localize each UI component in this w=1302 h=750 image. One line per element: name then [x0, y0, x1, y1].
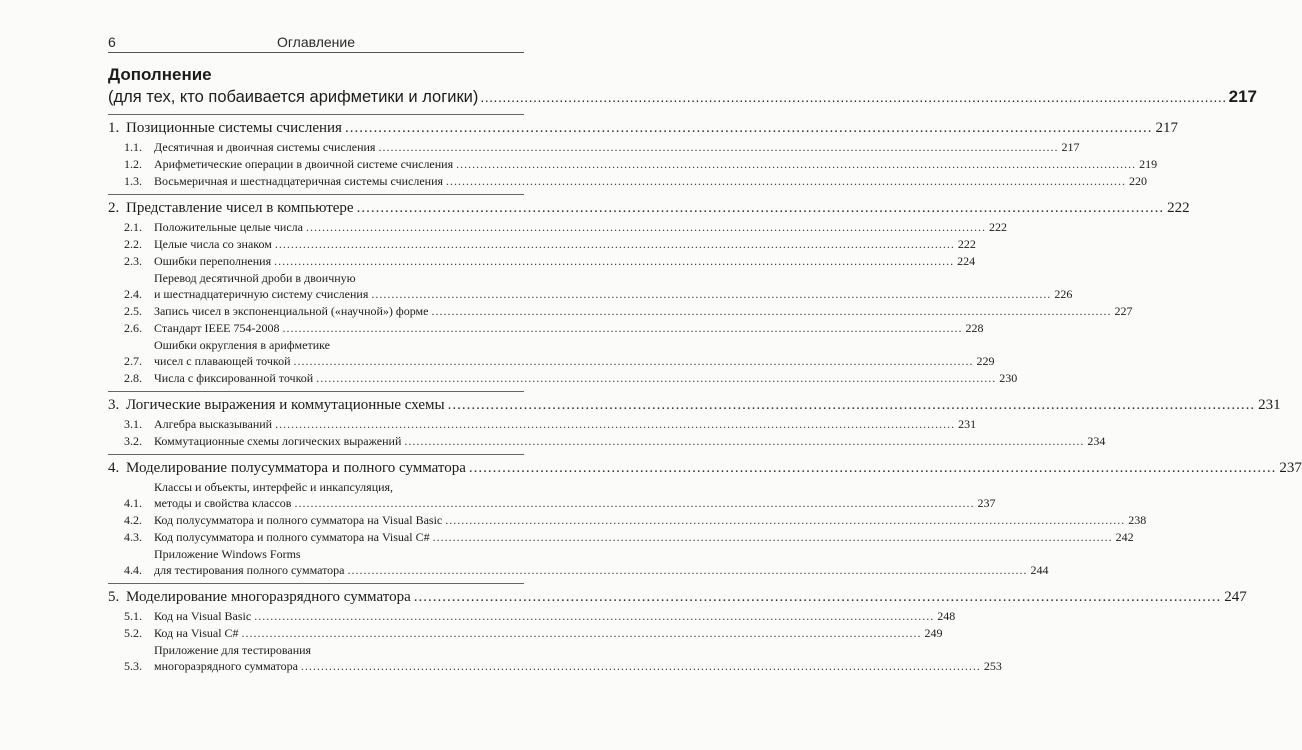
- toc-item-4-2[interactable]: [108, 512, 1147, 528]
- item-lines: [154, 156, 1158, 172]
- toc-item-2-7[interactable]: [108, 337, 995, 369]
- item-title-line: Коммутационные схемы логических выражений: [154, 434, 402, 448]
- item-page: 219: [1139, 157, 1158, 171]
- chapter-number: 2.: [108, 200, 120, 216]
- item-page: 229: [976, 354, 995, 368]
- item-last-line: [154, 320, 984, 336]
- item-last-line: [154, 253, 976, 269]
- dot-leader: ..........................................................................................................................................................................: [300, 659, 981, 673]
- item-page: 237: [977, 496, 996, 510]
- item-page: 226: [1054, 287, 1073, 301]
- toc-item-2-5[interactable]: [108, 303, 1133, 319]
- chapter-title: Позиционные системы счисления: [126, 120, 342, 136]
- item-lines: [154, 173, 1148, 189]
- item-title-line: Десятичная и двоичная системы счисления: [154, 140, 376, 154]
- chapter-line: [126, 588, 1247, 607]
- item-title-line: Запись чисел в экспоненциальной («научной») форме: [154, 304, 429, 318]
- dot-leader: ..........................................................................................................................................................................: [305, 220, 986, 234]
- item-last-line: [154, 433, 1106, 449]
- item-title-line: Стандарт IEEE 754-2008: [154, 321, 280, 335]
- dot-leader: ..........................................................................................................................................................................: [293, 354, 974, 368]
- chapter-line: [126, 459, 1302, 478]
- item-last-line: [154, 512, 1147, 528]
- item-body: [154, 270, 1073, 302]
- item-number: 4.4.: [124, 563, 142, 577]
- item-title-line: Классы и объекты, интерфейс и инкапсуляция,: [154, 480, 394, 494]
- item-lines: [154, 370, 1018, 386]
- chapter-line: [126, 119, 1178, 138]
- item-lines: [154, 337, 995, 369]
- item-number: 2.7.: [124, 354, 142, 368]
- item-title-line: для тестирования полного сумматора: [154, 563, 345, 577]
- item-lines: [154, 546, 1049, 578]
- dot-leader: ..........................................................................................................................................................................: [446, 174, 1127, 188]
- toc-chapter-2[interactable]: [108, 199, 1190, 218]
- item-body: [154, 219, 1007, 235]
- chapter-rule: [108, 583, 524, 584]
- chapter-page: 231: [1258, 397, 1281, 413]
- item-title-line: Восьмеричная и шестнадцатеричная системы счисления: [154, 174, 444, 188]
- toc-chapter-1[interactable]: [108, 119, 1178, 138]
- chapter-body: [126, 588, 1247, 607]
- item-page: 238: [1128, 513, 1147, 527]
- item-last-line: [154, 562, 1049, 578]
- dot-leader: ..........................................................................................................................................................................: [468, 460, 1277, 476]
- chapter-body: [126, 199, 1190, 218]
- item-title-line: Ошибки округления в арифметике: [154, 338, 330, 352]
- item-body: [154, 253, 976, 269]
- toc-item-2-4[interactable]: [108, 270, 1073, 302]
- item-title-line: Код полусумматора и полного сумматора на Visual Basic: [154, 513, 443, 527]
- appendix-page: 217: [1228, 87, 1258, 106]
- chapter-line: [126, 199, 1190, 218]
- item-body: [154, 512, 1147, 528]
- item-number: 5.3.: [124, 659, 142, 673]
- item-lines: [154, 625, 943, 641]
- chapter-rule: [108, 194, 524, 195]
- item-body: [154, 156, 1158, 172]
- item-last-line: [154, 303, 1133, 319]
- item-title-line: Положительные целые числа: [154, 220, 303, 234]
- chapter-number: 3.: [108, 397, 120, 413]
- item-last-line: [154, 219, 1007, 235]
- item-body: [154, 370, 1018, 386]
- dot-leader: ..........................................................................................................................................................................: [431, 304, 1112, 318]
- item-lines: [154, 416, 977, 432]
- item-last-line: [154, 286, 1073, 302]
- chapter-title: Представление чисел в компьютере: [126, 200, 354, 216]
- item-lines: [154, 479, 996, 511]
- item-title-line: Код на Visual C#: [154, 626, 239, 640]
- dot-leader: ..........................................................................................................................................................................: [241, 626, 922, 640]
- toc-chapter-3[interactable]: [108, 396, 1281, 415]
- dot-leader: ..........................................................................................................................................................................: [344, 120, 1153, 136]
- item-number: 2.3.: [124, 254, 142, 268]
- item-lines: [154, 139, 1080, 155]
- toc-item-2-6[interactable]: [108, 320, 984, 336]
- item-number: 4.3.: [124, 530, 142, 544]
- toc-item-5-1[interactable]: [108, 608, 956, 624]
- item-title-line: Код полусумматора и полного сумматора на Visual C#: [154, 530, 430, 544]
- dot-leader: ..........................................................................................................................................................................: [347, 563, 1028, 577]
- item-body: [154, 546, 1049, 578]
- chapter-rule: [108, 454, 524, 455]
- item-last-line: [154, 529, 1134, 545]
- item-title-line: Приложение Windows Forms: [154, 547, 301, 561]
- item-lines: [154, 270, 1073, 302]
- chapter-number: 5.: [108, 589, 120, 605]
- item-number: 1.1.: [124, 140, 142, 154]
- item-body: [154, 173, 1148, 189]
- chapter-title: Моделирование полусумматора и полного сумматора: [126, 460, 466, 476]
- dot-leader: ..........................................................................................................................................................................: [275, 417, 956, 431]
- toc-item-4-1[interactable]: [108, 479, 996, 511]
- chapter-number: 4.: [108, 460, 120, 476]
- item-lines: [154, 320, 984, 336]
- dot-leader: ..........................................................................................................................................................................: [445, 513, 1126, 527]
- item-body: [154, 433, 1106, 449]
- item-body: [154, 529, 1134, 545]
- item-number: 2.6.: [124, 321, 142, 335]
- item-number: 2.4.: [124, 287, 142, 301]
- toc-item-2-3[interactable]: [108, 253, 976, 269]
- item-body: [154, 608, 956, 624]
- dot-leader: ..........................................................................................................................................................................: [316, 371, 997, 385]
- item-page: 244: [1030, 563, 1049, 577]
- item-title-line: Приложение для тестирования: [154, 643, 312, 657]
- header-rule: [108, 52, 524, 53]
- dot-leader: ..........................................................................................................................................................................: [294, 496, 975, 510]
- item-lines: [154, 253, 976, 269]
- item-page: 248: [937, 609, 956, 623]
- dot-leader: ..........................................................................................................................................................................: [447, 397, 1256, 413]
- item-page: 230: [999, 371, 1018, 385]
- toc-item-5-3[interactable]: [108, 642, 1002, 674]
- item-number: 1.2.: [124, 157, 142, 171]
- item-number: 5.1.: [124, 609, 142, 623]
- item-last-line: [154, 416, 977, 432]
- chapter-title: Моделирование многоразрядного сумматора: [126, 589, 411, 605]
- chapter-body: [126, 119, 1178, 138]
- toc-item-1-2[interactable]: [108, 156, 1158, 172]
- toc-item-1-1[interactable]: [108, 139, 1080, 155]
- item-number: 2.1.: [124, 220, 142, 234]
- toc-item-4-3[interactable]: [108, 529, 1134, 545]
- item-lines: [154, 608, 956, 624]
- item-number: 3.2.: [124, 434, 142, 448]
- item-title-line: Арифметические операции в двоичной системе счисления: [154, 157, 454, 171]
- appendix-title: Дополнение: [108, 65, 212, 84]
- chapter-page: 237: [1279, 460, 1302, 476]
- item-page: 228: [965, 321, 984, 335]
- page-number: 6: [108, 34, 116, 50]
- item-body: [154, 416, 977, 432]
- item-title-line: Алгебра высказываний: [154, 417, 273, 431]
- item-number: 2.8.: [124, 371, 142, 385]
- dot-leader: ..........................................................................................................................................................................: [432, 530, 1113, 544]
- item-page: 217: [1061, 140, 1080, 154]
- item-page: 234: [1087, 434, 1106, 448]
- item-title-line: чисел с плавающей точкой: [154, 354, 291, 368]
- item-page: 253: [983, 659, 1002, 673]
- dot-leader: ..........................................................................................................................................................................: [413, 589, 1222, 605]
- toc-item-2-1[interactable]: [108, 219, 1007, 235]
- dot-leader: ..........................................................................................................................................................................: [456, 157, 1137, 171]
- dot-leader: ..........................................................................................................................................................................: [378, 140, 1059, 154]
- appendix-subtitle: (для тех, кто побаивается арифметики и логики): [108, 88, 479, 106]
- item-title-line: Код на Visual Basic: [154, 609, 252, 623]
- chapter-body: [126, 396, 1281, 415]
- item-lines: [154, 303, 1133, 319]
- item-number: 2.5.: [124, 304, 142, 318]
- item-last-line: [154, 658, 1002, 674]
- chapter-page: 217: [1155, 120, 1178, 136]
- item-page: 220: [1129, 174, 1148, 188]
- dot-leader: ..........................................................................................................................................................................: [254, 609, 935, 623]
- item-number: 5.2.: [124, 626, 142, 640]
- appendix-heading: [108, 64, 1258, 108]
- toc-item-3-1[interactable]: [108, 416, 977, 432]
- toc-chapter-4[interactable]: [108, 459, 1302, 478]
- item-lines: [154, 642, 1002, 674]
- item-number: 4.1.: [124, 496, 142, 510]
- table-of-contents: [108, 109, 1302, 674]
- item-title-line: Ошибки переполнения: [154, 254, 272, 268]
- chapter-body: [126, 459, 1302, 478]
- item-page: 222: [957, 237, 976, 251]
- item-lines: [154, 219, 1007, 235]
- item-number: 3.1.: [124, 417, 142, 431]
- item-number: 1.3.: [124, 174, 142, 188]
- item-last-line: [154, 173, 1148, 189]
- toc-item-2-2[interactable]: [108, 236, 976, 252]
- item-body: [154, 625, 943, 641]
- dot-leader: ..........................................................................................................................................................................: [480, 89, 1227, 105]
- toc-item-2-8[interactable]: [108, 370, 1018, 386]
- running-title: Оглавление: [276, 34, 356, 50]
- item-last-line: [154, 370, 1018, 386]
- chapter-line: [126, 396, 1281, 415]
- item-lines: [154, 433, 1106, 449]
- item-page: 224: [957, 254, 976, 268]
- chapter-page: 222: [1167, 200, 1190, 216]
- item-lines: [154, 529, 1134, 545]
- item-title-line: и шестнадцатеричную систему счисления: [154, 287, 369, 301]
- toc-item-1-3[interactable]: [108, 173, 1148, 189]
- toc-item-3-2[interactable]: [108, 433, 1106, 449]
- dot-leader: ..........................................................................................................................................................................: [356, 200, 1165, 216]
- item-body: [154, 479, 996, 511]
- item-title-line: Числа с фиксированной точкой: [154, 371, 314, 385]
- item-page: 231: [958, 417, 977, 431]
- dot-leader: ..........................................................................................................................................................................: [371, 287, 1052, 301]
- item-last-line: [154, 353, 995, 369]
- dot-leader: ..........................................................................................................................................................................: [404, 434, 1085, 448]
- item-last-line: [154, 608, 956, 624]
- item-body: [154, 236, 976, 252]
- item-body: [154, 139, 1080, 155]
- item-last-line: [154, 156, 1158, 172]
- appendix-subtitle-row: [108, 86, 1258, 108]
- item-page: 227: [1114, 304, 1133, 318]
- item-title-line: многоразрядного сумматора: [154, 659, 298, 673]
- chapter-page: 247: [1224, 589, 1247, 605]
- chapter-title: Логические выражения и коммутационные схемы: [126, 397, 445, 413]
- item-lines: [154, 512, 1147, 528]
- item-body: [154, 303, 1133, 319]
- item-last-line: [154, 236, 976, 252]
- chapter-rule: [108, 391, 524, 392]
- dot-leader: ..........................................................................................................................................................................: [274, 237, 955, 251]
- item-lines: [154, 236, 976, 252]
- chapter-number: 1.: [108, 120, 120, 136]
- item-body: [154, 337, 995, 369]
- item-page: 249: [924, 626, 943, 640]
- item-title-line: Целые числа со знаком: [154, 237, 272, 251]
- item-number: 4.2.: [124, 513, 142, 527]
- item-page: 222: [988, 220, 1007, 234]
- chapter-rule: [108, 114, 524, 115]
- dot-leader: ..........................................................................................................................................................................: [282, 321, 963, 335]
- page-header: [108, 30, 524, 50]
- item-page: 242: [1115, 530, 1134, 544]
- item-title-line: Перевод десятичной дроби в двоичную: [154, 271, 356, 285]
- item-title-line: методы и свойства классов: [154, 496, 292, 510]
- toc-item-4-4[interactable]: [108, 546, 1049, 578]
- item-body: [154, 320, 984, 336]
- item-body: [154, 642, 1002, 674]
- item-last-line: [154, 139, 1080, 155]
- item-last-line: [154, 495, 996, 511]
- dot-leader: ..........................................................................................................................................................................: [274, 254, 955, 268]
- item-last-line: [154, 625, 943, 641]
- toc-chapter-5[interactable]: [108, 588, 1247, 607]
- toc-item-5-2[interactable]: [108, 625, 943, 641]
- item-number: 2.2.: [124, 237, 142, 251]
